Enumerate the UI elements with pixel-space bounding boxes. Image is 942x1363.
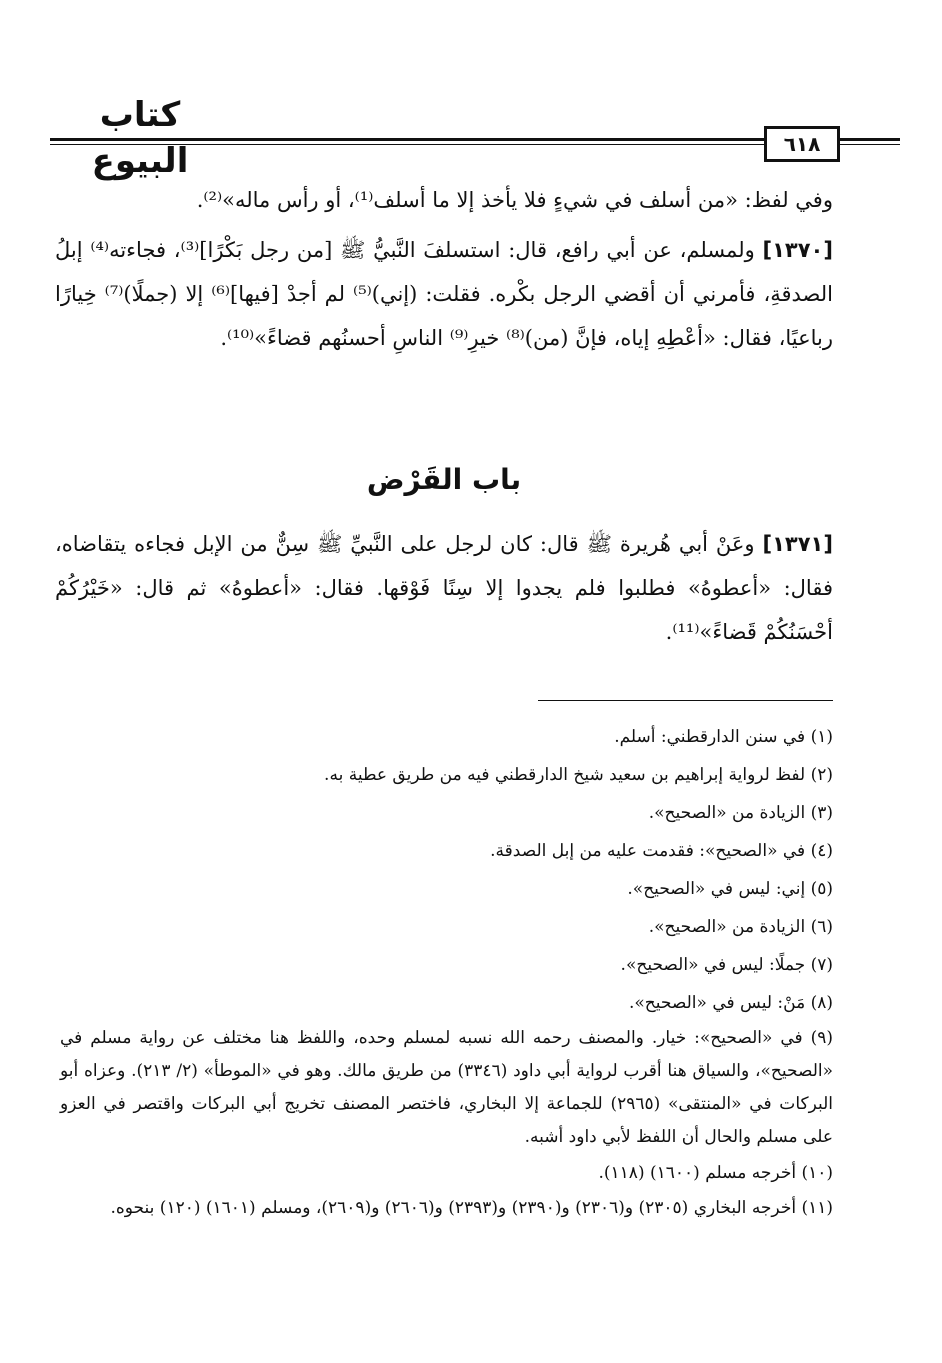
page-number: ٦١٨ [764, 126, 840, 162]
hadith-text: وعَنْ أبي هُريرة ﷺ قال: كان لرجل على النَّبيِّ ﷺ سِنٌّ من الإبل فجاءه يتقاضاه، فقال: «أعطوهُ» فطلبوا فلم يجدوا إلا سِنًا فَوْقها. فقال: «أعطوهُ» ثم قال: «خَيْرُكُمْ أحْسَنُكُمْ قَضاءً»⁽¹¹⁾. [55, 532, 833, 644]
main-text [55, 178, 833, 360]
hadith-number: [١٣٧٠] [762, 238, 833, 262]
footnote: (٣) الزيادة من «الصحيح». [648, 803, 833, 823]
section-title: باب القَرْض [366, 463, 522, 496]
footnote: (١١) أخرجه البخاري (٢٣٠٥) و(٢٣٠٦) و(٢٣٩٠) و(٢٣٩٣) و(٢٦٠٦) و(٢٦٠٩)، ومسلم (١٦٠١) (١٢٠) بنحوه. [110, 1198, 833, 1218]
footnote: (١) في سنن الدارقطني: أسلم. [614, 727, 833, 747]
footnotes [60, 718, 833, 1225]
hadith-1370 [55, 228, 833, 360]
footnote: (١٠) أخرجه مسلم (١٦٠٠) (١١٨). [598, 1163, 833, 1183]
footnote: (٤) في «الصحيح»: فقدمت عليه من إبل الصدقة. [490, 841, 833, 861]
footnote: (٢) لفظ لرواية إبراهيم بن سعيد شيخ الدارقطني فيه من طريق عطية به. [324, 765, 833, 785]
page-header [50, 92, 900, 181]
main-text-section [55, 522, 833, 654]
variant-wording-text: وفي لفظ: «من أسلف في شيءٍ فلا يأخذ إلا ما أسلف⁽¹⁾، أو رأس ماله»⁽²⁾. [196, 188, 833, 212]
footnote: (٥) إني: ليس في «الصحيح». [627, 879, 833, 899]
hadith-1371 [55, 522, 833, 654]
paragraph-variant-wording [55, 178, 833, 222]
footnote: (٨) مَنْ: ليس في «الصحيح». [628, 993, 833, 1013]
hadith-number: [١٣٧١] [762, 532, 833, 556]
footnote: (٧) جملًا: ليس في «الصحيح». [620, 955, 833, 975]
footnote: (٩) في «الصحيح»: خيار. والمصنف رحمه الله نسبه لمسلم وحده، واللفظ هنا مختلف عن رواية مسلم في «الصحيح»، والسياق هنا أقرب لرواية أبي داود (٣٣٤٦) من طريق مالك. وهو في «الموطأ» (٢/ ٢١٣). وعزاه أبو البركات في «المنتقى» (٢٩٦٥) للجماعة إلا البخاري، فاختصر المصنف تخريج أبي البركات واقتصر في العزو على مسلم والحال أن اللفظ لأبي داود أشبه. [60, 1028, 834, 1147]
running-title: كتاب البيوع [91, 95, 189, 181]
footnote: (٦) الزيادة من «الصحيح». [648, 917, 833, 937]
footnote-separator [538, 700, 833, 701]
hadith-text: ولمسلم، عن أبي رافع، قال: استسلفَ النَّبيُّ ﷺ [من رجل بَكْرًا]⁽³⁾، فجاءته⁽⁴⁾ إبلُ الصدقةِ، فأمرني أن أقضي الرجل بكْره. فقلت: (إني)⁽⁵⁾ لم أجدْ [فيها]⁽⁶⁾ إلا (جملًا)⁽⁷⁾ خِيارًا رباعيًا، فقال: «أعْطِهِ إياه، فإنَّ (من)⁽⁸⁾ خيرِ⁽⁹⁾ الناسِ أحسنُهم قضاءً»⁽¹⁰⁾. [55, 238, 833, 350]
